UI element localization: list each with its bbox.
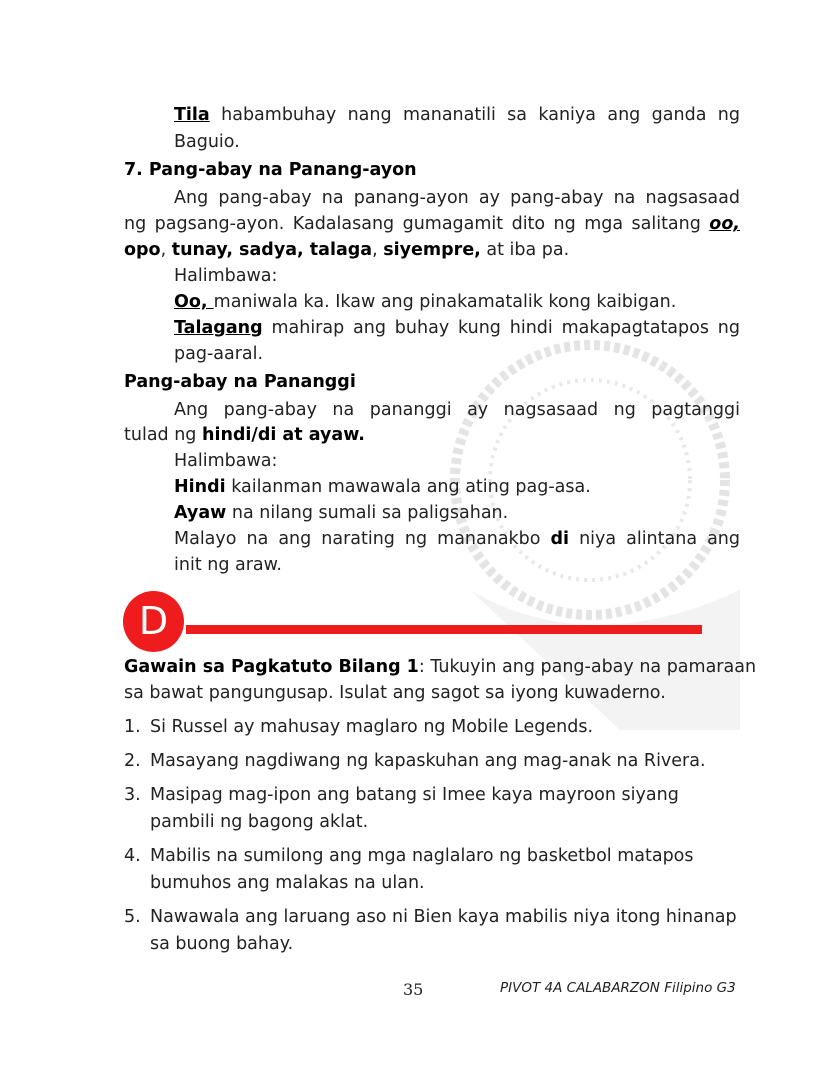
section7-example2-line2: pag-aaral.: [174, 344, 264, 364]
list-item: 4. Mabilis na sumilong ang mga naglalaro ng basketbol matapos bumuhos ang malakas na ulan.: [124, 846, 694, 893]
section8-example1: Hindi kailanman mawawala ang ating pag-asa.: [174, 477, 591, 497]
list-item: 3. Masipag mag-ipon ang batang si Imee kaya mayroon siyang pambili ng bagong aklat.: [124, 785, 679, 832]
section8-example3-line2: init ng araw.: [174, 555, 282, 575]
page-number: 35: [403, 980, 424, 999]
section-divider-bar: [186, 625, 702, 634]
section7-paragraph-line3: opo, tunay, sadya, talaga, siyempre, at iba pa.: [124, 240, 570, 260]
list-item: 1. Si Russel ay mahusay maglaro ng Mobile Legends.: [124, 717, 594, 737]
section8-example2: Ayaw na nilang sumali sa paligsahan.: [174, 503, 509, 523]
activity-instruction-line2: sa bawat pangungusap. Isulat ang sagot sa iyong kuwaderno.: [124, 683, 666, 703]
section8-example3-line1: Malayo na ang narating ng mananakbo di niya alintana ang: [174, 529, 740, 549]
section-heading-pananggi: Pang-abay na Pananggi: [124, 372, 356, 392]
example-tila-line1: Tila habambuhay nang mananatili sa kaniya ang ganda ng: [174, 105, 740, 125]
section7-example2-line1: Talagang mahirap ang buhay kung hindi makapagtatapos ng: [174, 318, 740, 338]
footer-title: PIVOT 4A CALABARZON Filipino G3: [500, 980, 736, 996]
list-item: 2. Masayang nagdiwang ng kapaskuhan ang mag-anak na Rivera.: [124, 751, 706, 771]
section7-paragraph-line1: Ang pang-abay na panang-ayon ay pang-abay na nagsasaad: [174, 188, 740, 208]
section7-paragraph-line2: ng pagsang-ayon. Kadalasang gumagamit dito ng mga salitang oo,: [124, 214, 740, 234]
section7-example1: Oo, maniwala ka. Ikaw ang pinakamatalik kong kaibigan.: [174, 292, 677, 312]
section7-halimbawa-label: Halimbawa:: [174, 266, 278, 286]
section-heading-panang-ayon: 7. Pang-abay na Panang-ayon: [124, 160, 417, 180]
activity-instruction-line1: Gawain sa Pagkatuto Bilang 1: Tukuyin ang pang-abay na pamaraan: [124, 657, 757, 677]
example-tila-line2: Baguio.: [174, 132, 240, 152]
section8-paragraph-line1: Ang pang-abay na pananggi ay nagsasaad ng pagtanggi: [174, 400, 740, 420]
section-letter-badge: D: [123, 591, 184, 652]
section8-halimbawa-label: Halimbawa:: [174, 451, 278, 471]
list-item: 5. Nawawala ang laruang aso ni Bien kaya mabilis niya itong hinanap sa buong bahay.: [124, 907, 737, 954]
activity-list: [124, 714, 737, 958]
section8-paragraph-line2: tulad ng hindi/di at ayaw.: [124, 425, 365, 445]
